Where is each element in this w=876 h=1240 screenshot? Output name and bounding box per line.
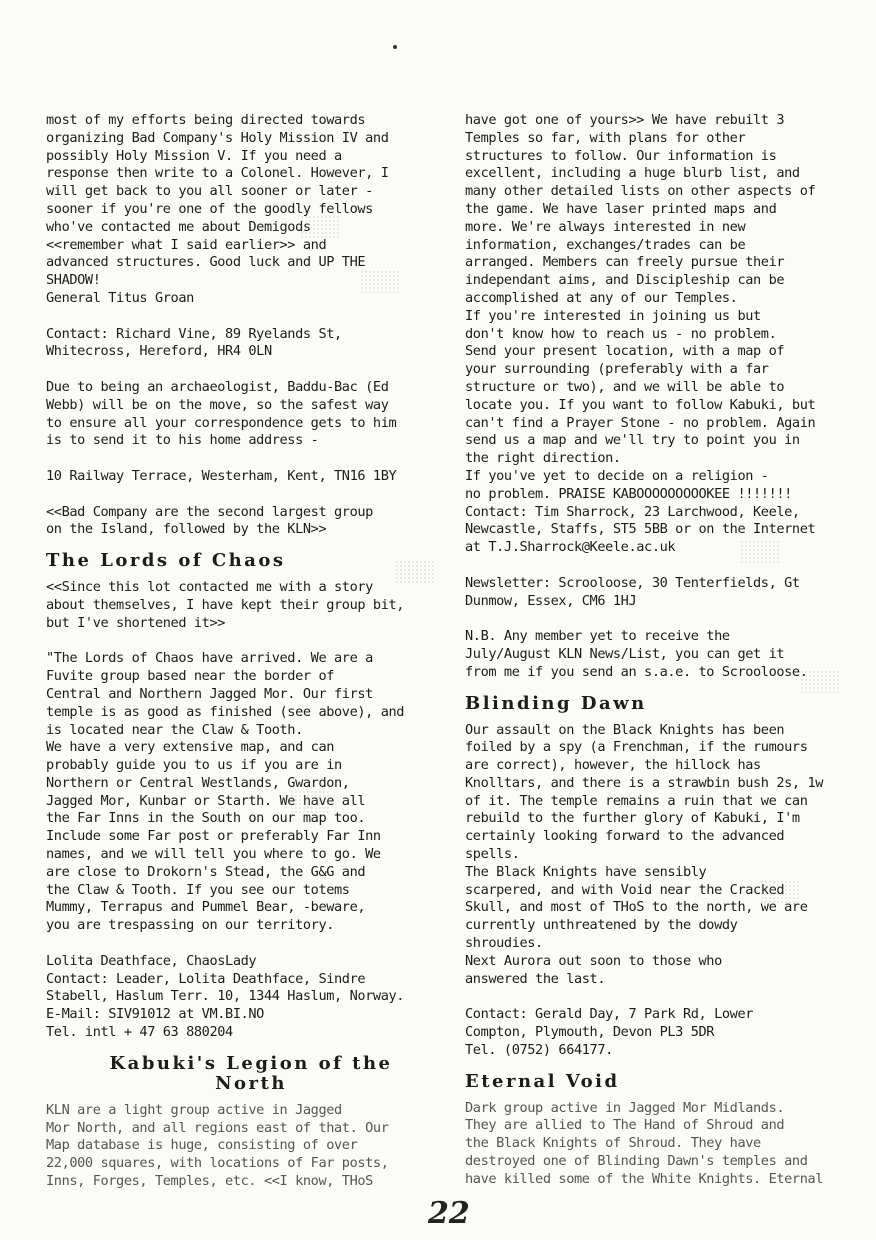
heading-lords-of-chaos: The Lords of Chaos [46, 550, 286, 572]
eternal-void-description: Dark group active in Jagged Mor Midlands. They are allied to The Hand of Shroud and the Black Knights of Shroud. They have destroyed one of Blinding Dawn's temples and have killed some of the White Knights. Eternal [465, 1099, 824, 1187]
heading-kabukis-legion: Kabuki's Legion of the North [109, 1052, 393, 1094]
page-number: 22 [428, 1196, 470, 1231]
titus-groan-letter: most of my efforts being directed towards organizing Bad Company's Holy Mission IV and possibly Holy Mission V. If you need a response then write to a Colonel. However, I will get back to you all sooner or later - sooner if you're one of the goodly fellows who've contacted me about Demigods <<remember what I said earlier>> and advanced structures. Good luck and UP THE SHADOW! General Titus Groan [46, 112, 389, 306]
lords-editor-note: <<Since this lot contacted me with a story about themselves, I have kept their group bit, but I've shortened it>> [46, 579, 405, 631]
nb-note: N.B. Any member yet to receive the July/August KLN News/List, you can get it from me if you send an s.a.e. to Scrooloose. [465, 628, 808, 680]
right-column [465, 112, 861, 1189]
home-address: 10 Railway Terrace, Westerham, Kent, TN16 1BY [46, 467, 397, 484]
richard-vine-contact: Contact: Richard Vine, 89 Ryelands St, Whitecross, Hereford, HR4 0LN [46, 325, 342, 360]
left-column [46, 112, 456, 1191]
gerald-day-contact: Contact: Gerald Day, 7 Park Rd, Lower Compton, Plymouth, Devon PL3 5DR Tel. (0752) 664177. [465, 1006, 754, 1058]
lords-contact: Lolita Deathface, ChaosLady Contact: Leader, Lolita Deathface, Sindre Stabell, Haslum Terr. 10, 1344 Haslum, Norway. E-Mail: SIV91012 at VM.BI.NO Tel. intl + 47 63 880204 [46, 952, 405, 1041]
kln-description: KLN are a light group active in Jagged Mor North, and all regions east of that. Our Map database is huge, consisting of over 22,000 squares, with locations of Far posts, Inns, Forges, Temples, etc. <<I know, THoS [46, 1101, 389, 1190]
lords-story: "The Lords of Chaos have arrived. We are a Fuvite group based near the border of Central and Northern Jagged Mor. Our first temple is as good as finished (see above), and is located near the Claw & Tooth. We have a very extensive map, and can probably guide you to us if you are in Northern or Central Westlands, Gwardon, Jagged Mor, Kunbar or Starth. We have all the Far Inns in the South on our map too. Include some Far post or preferably Far Inn names, and we will tell you where to go. We are close to Drokorn's Stead, the G&G and the Claw & Tooth. If you see our totems Mummy, Terrapus and Pummel Bear, -beware, you are trespassing on our territory. [46, 650, 405, 934]
blinding-dawn-report: Our assault on the Black Knights has been foiled by a spy (a Frenchman, if the rumours are correct), however, the hillock has Knolltars, and there is a strawbin bush 2s, 1w of it. The temple remains a ruin that we can rebuild to the further glory of Kabuki, I'm certainly looking forward to the advanced spells. The Black Knights have sensibly scarpered, and with Void near the Cracked Skull, and most of THoS to the north, we are currently unthreatened by the dowdy shroudies. Next Aurora out soon to those who answered the last. [465, 721, 824, 987]
heading-blinding-dawn: Blinding Dawn [465, 692, 647, 714]
newsletter-contact: Newsletter: Scrooloose, 30 Tenterfields, Gt Dunmow, Essex, CM6 1HJ [465, 574, 800, 609]
kln-continued: have got one of yours>> We have rebuilt 3 Temples so far, with plans for other structures to follow. Our information is excellent, including a huge blurb list, and many other detailed lists on other aspects of the game. We have laser printed maps and more. We're always interested in new information, exchanges/trades can be arranged. Members can freely pursue their independant aims, and Discipleship can be accomplished at any of our Temples. If you're interested in joining us but don't know how to reach us - no problem. Send your present location, with a map of your surrounding (preferably with a far structure or two), and we will be able to locate you. If you want to follow Kabuki, but can't find a Prayer Stone - no problem. Again send us a map and we'll try to point you in the right direction. If you've yet to decide on a religion - no problem. PRAISE KABOOOOOOOOOKEE !!!!!!! Contact: Tim Sharrock, 23 Larchwood, Keele, Newcastle, Staffs, ST5 5BB or on the Internet at T.J.Sharrock@Keele.ac.uk [465, 112, 816, 556]
bad-company-note: <<Bad Company are the second largest group on the Island, followed by the KLN>> [46, 503, 373, 538]
punch-mark [393, 45, 397, 49]
baddu-bac-notice: Due to being an archaeologist, Baddu-Bac (Ed Webb) will be on the move, so the safest way to ensure all your correspondence gets to him is to send it to his home address - [46, 378, 397, 449]
heading-eternal-void: Eternal Void [465, 1070, 620, 1092]
